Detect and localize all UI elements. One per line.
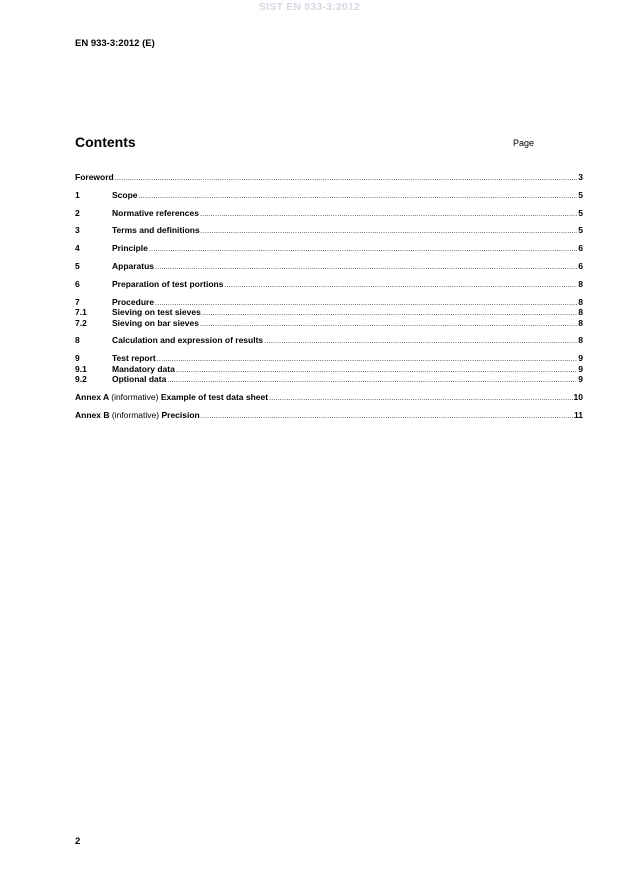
toc-entry-page: 5 — [578, 225, 583, 236]
toc-leader-dots — [202, 309, 577, 320]
toc-entry-page: 5 — [578, 189, 583, 200]
page-number: 2 — [75, 836, 81, 847]
toc-entry-page: 8 — [578, 317, 583, 328]
toc-entry-title: Normative references — [112, 207, 199, 218]
toc-entry-number: 6 — [75, 278, 80, 289]
toc-entry-title: Optional data — [112, 374, 167, 385]
toc-leader-dots — [201, 412, 573, 423]
toc-entry-scope[interactable] — [75, 190, 583, 201]
toc-entry-title: Terms and definitions — [112, 225, 200, 236]
toc-leader-dots — [200, 320, 577, 331]
toc-entry-title: Apparatus — [112, 260, 155, 271]
toc-annex-title: Precision — [161, 409, 200, 420]
toc-entry-page: 5 — [578, 207, 583, 218]
toc-leader-dots — [155, 299, 577, 310]
toc-entry-title: Test report — [112, 353, 156, 364]
table-of-contents — [75, 172, 583, 420]
toc-entry-title: Mandatory data — [112, 363, 175, 374]
toc-entry-sieving-on-test-sieves[interactable] — [75, 307, 583, 318]
toc-annex-title: Example of test data sheet — [160, 391, 269, 402]
toc-entry-page: 11 — [574, 409, 583, 420]
toc-entry-terms-and-definitions[interactable] — [75, 225, 583, 236]
toc-entry-title: Calculation and expression of results — [112, 335, 264, 346]
toc-entry-title: Sieving on bar sieves — [112, 317, 199, 328]
toc-entry-number: 4 — [75, 243, 80, 254]
toc-entry-number: 2 — [75, 207, 80, 218]
toc-entry-page: 9 — [578, 374, 583, 385]
toc-annex-label: Annex B — [75, 409, 110, 420]
toc-entry-preparation-of-test-portions[interactable] — [75, 279, 583, 290]
toc-entry-sieving-on-bar-sieves[interactable] — [75, 318, 583, 329]
toc-leader-dots — [224, 281, 577, 292]
toc-entry-title: Sieving on test sieves — [112, 307, 201, 318]
toc-entry-number: 9 — [75, 353, 80, 364]
toc-entry-title: Preparation of test portions — [112, 278, 224, 289]
toc-entry-calculation-and-expression[interactable] — [75, 335, 583, 346]
toc-annex-qualifier: (informative) — [111, 391, 159, 402]
toc-entry-mandatory-data[interactable] — [75, 364, 583, 375]
toc-entry-page: 8 — [578, 335, 583, 346]
toc-entry-page: 8 — [578, 278, 583, 289]
toc-leader-dots — [176, 366, 577, 377]
toc-entry-number: 7 — [75, 296, 80, 307]
toc-annex-qualifier: (informative) — [111, 409, 160, 420]
toc-entry-annex-b[interactable] — [75, 410, 583, 421]
toc-entry-title: Foreword — [75, 172, 114, 182]
toc-entry-principle[interactable] — [75, 243, 583, 254]
toc-entry-number: 7.1 — [75, 307, 87, 318]
document-header: EN 933-3:2012 (E) — [75, 38, 155, 49]
toc-entry-number: 3 — [75, 225, 80, 236]
toc-entry-procedure[interactable] — [75, 297, 583, 308]
toc-entry-number: 7.2 — [75, 317, 87, 328]
toc-leader-dots — [167, 376, 577, 387]
toc-entry-number: 1 — [75, 189, 80, 200]
toc-entry-number: 9.1 — [75, 363, 87, 374]
toc-entry-page: 8 — [578, 296, 583, 307]
toc-entry-title — [75, 410, 200, 421]
toc-leader-dots — [264, 337, 577, 348]
toc-leader-dots — [269, 394, 572, 405]
contents-heading: Contents — [75, 134, 136, 150]
toc-entry-title: Principle — [112, 243, 148, 254]
toc-leader-dots — [115, 174, 578, 185]
toc-entry-page: 9 — [578, 363, 583, 374]
toc-entry-page: 6 — [578, 243, 583, 254]
toc-entry-number: 8 — [75, 335, 80, 346]
toc-entry-apparatus[interactable] — [75, 261, 583, 272]
toc-leader-dots — [157, 355, 577, 366]
toc-leader-dots — [201, 227, 578, 238]
toc-entry-number: 5 — [75, 260, 80, 271]
toc-entry-page: 10 — [573, 391, 583, 402]
toc-annex-label: Annex A — [75, 391, 109, 402]
toc-leader-dots — [139, 192, 578, 203]
toc-entry-annex-a[interactable] — [75, 392, 583, 403]
toc-entry-optional-data[interactable] — [75, 374, 583, 385]
toc-entry-number: 9.2 — [75, 374, 87, 385]
toc-entry-title — [75, 392, 268, 403]
toc-entry-foreword[interactable] — [75, 172, 583, 183]
toc-entry-test-report[interactable] — [75, 353, 583, 364]
toc-entry-page: 8 — [578, 307, 583, 318]
toc-entry-page: 6 — [578, 260, 583, 271]
watermark: SIST EN 933-3:2012 — [258, 1, 361, 13]
toc-entry-page: 3 — [578, 172, 583, 182]
toc-leader-dots — [200, 210, 577, 221]
toc-entry-normative-references[interactable] — [75, 208, 583, 219]
page-column-label: Page — [513, 138, 535, 148]
toc-entry-page: 9 — [578, 353, 583, 364]
toc-leader-dots — [149, 245, 577, 256]
toc-entry-title: Procedure — [112, 296, 155, 307]
toc-leader-dots — [155, 263, 577, 274]
toc-entry-title: Scope — [112, 189, 138, 200]
